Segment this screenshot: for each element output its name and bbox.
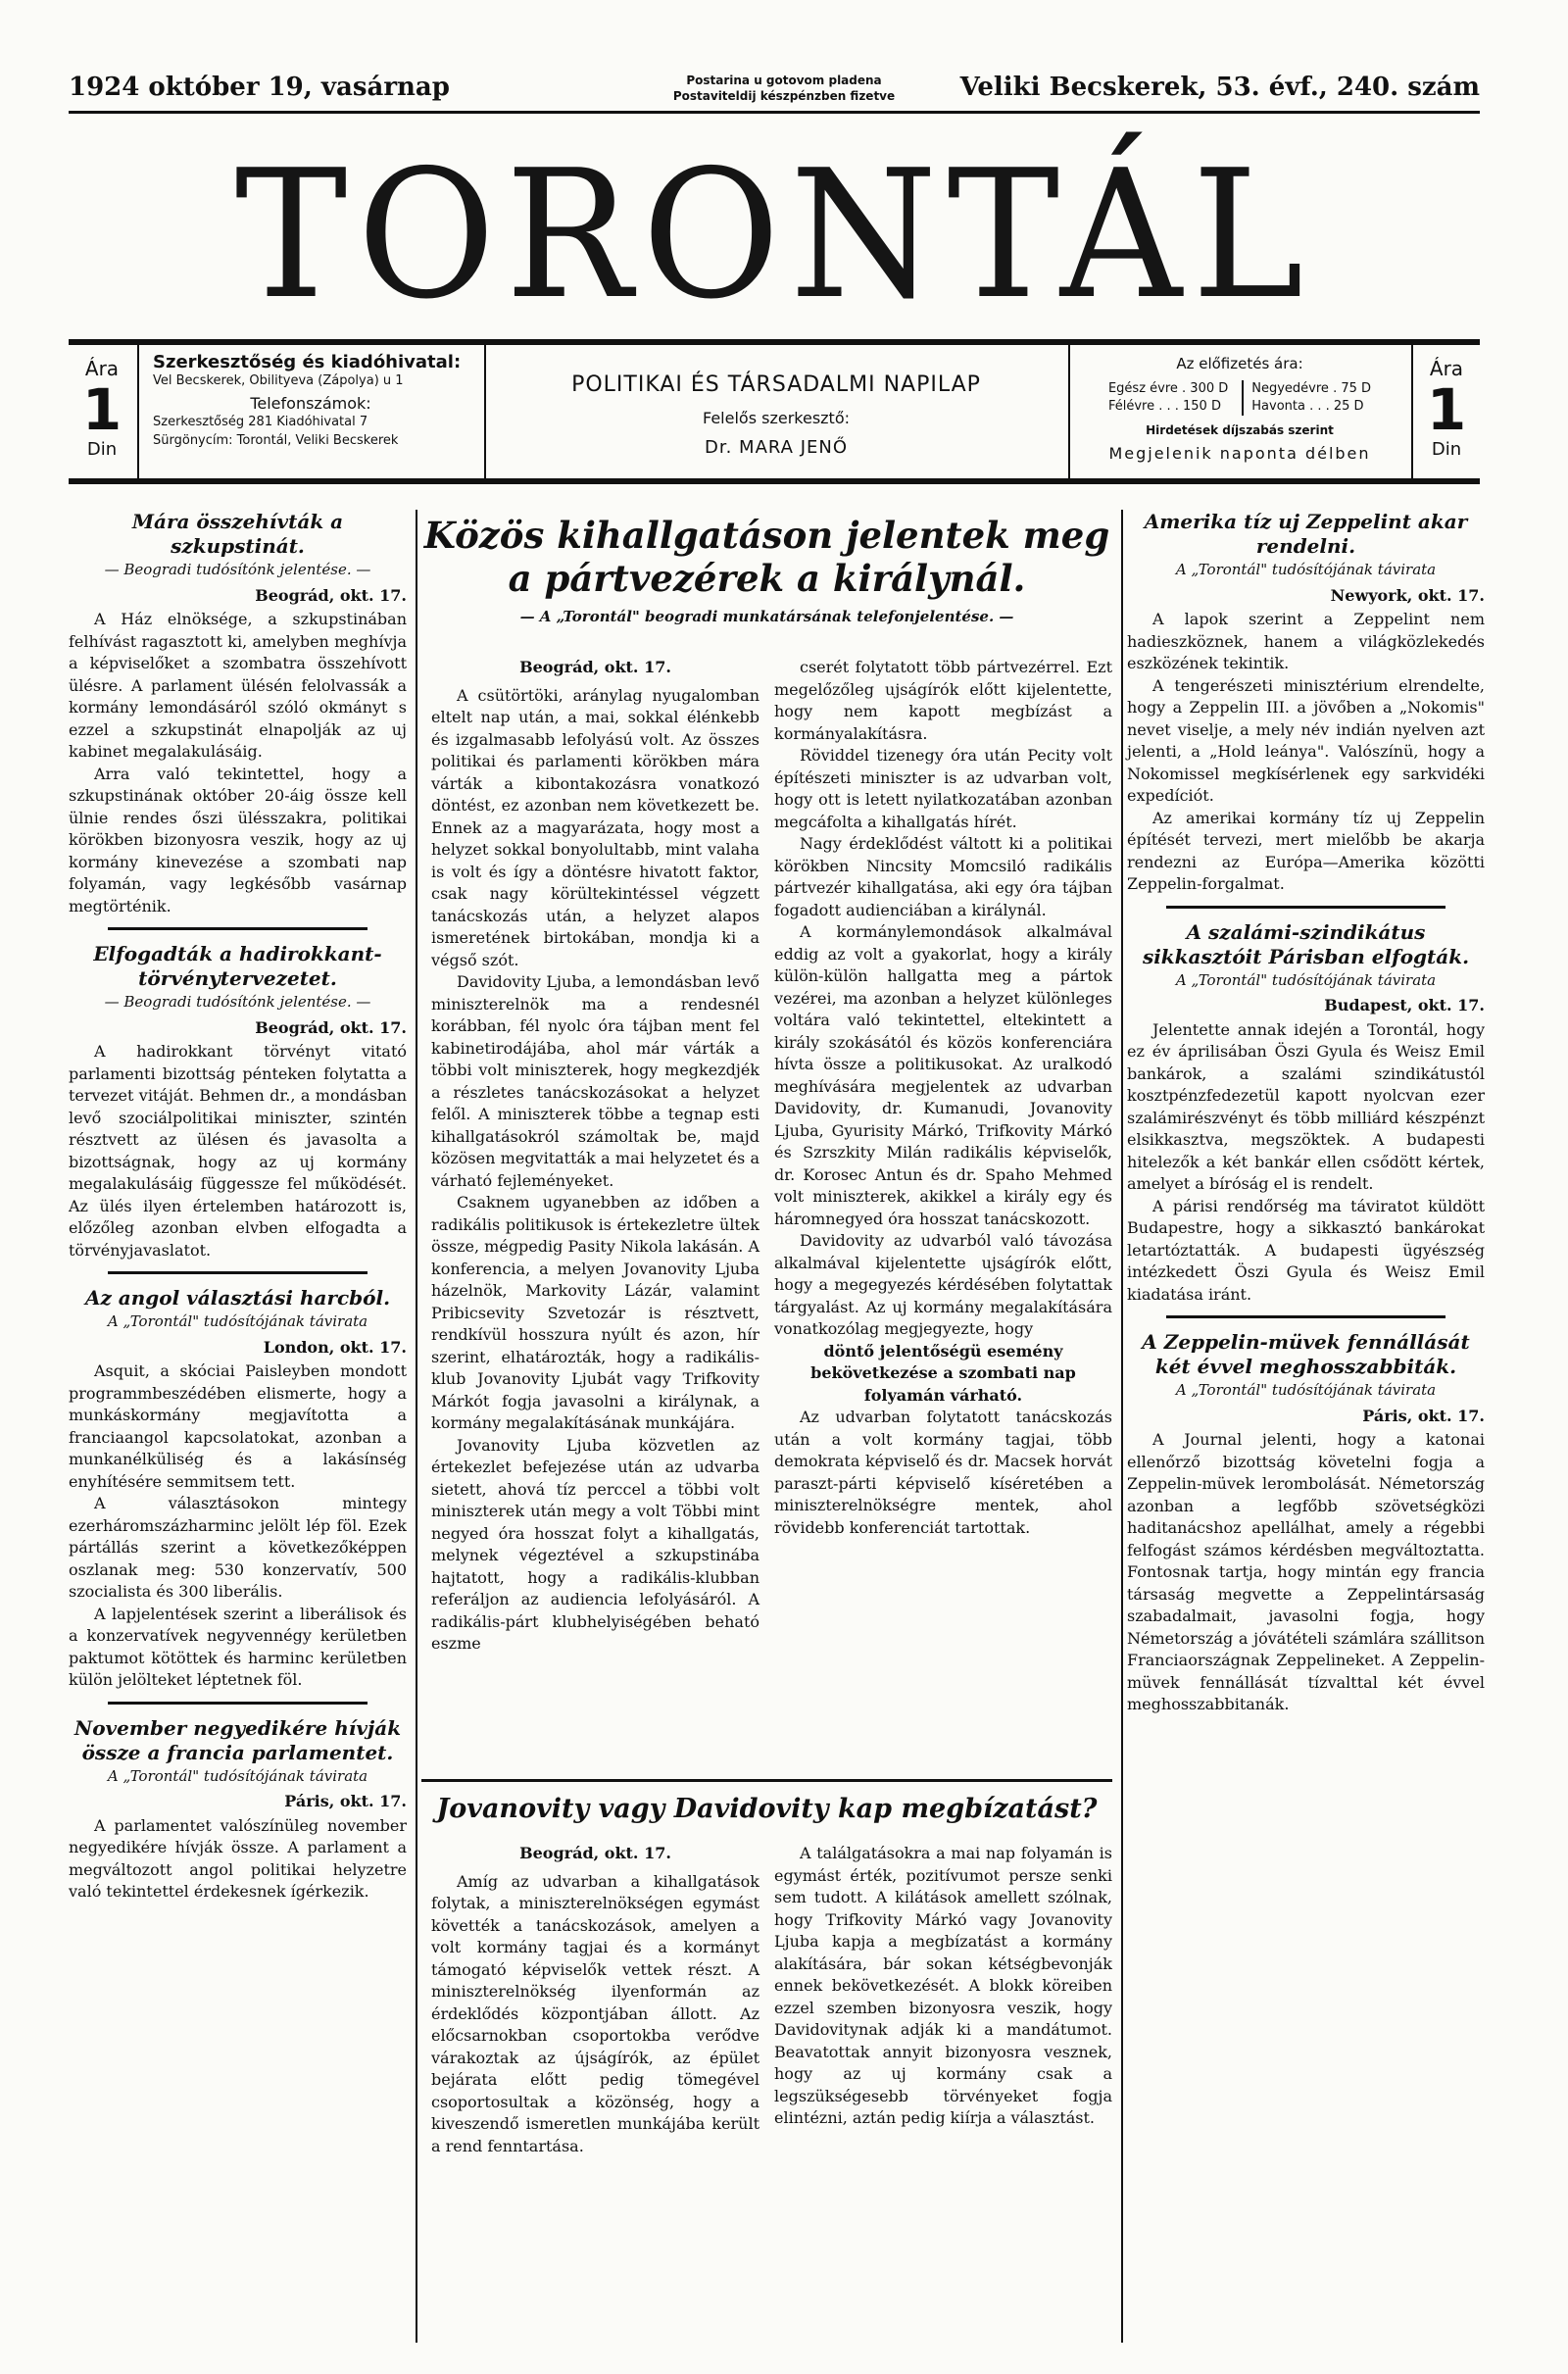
article-paragraph: A párisi rendőrség ma táviratot küldött Budapestre, hogy a sikkasztó bankárokat letartóztatták. A budapesti ügyészség intézkedett Öszi Gyula és Weisz Emil kiadatása iránt. xyxy=(1127,1196,1485,1304)
subscription-info xyxy=(1070,345,1409,478)
ads-note: Hirdetések díjszabás szerint xyxy=(1146,423,1334,437)
article-paragraph: Az udvarban folytatott tanácskozás után a volt kormány tagjai, több demokrata képviselő és dr. Macsek horvát paraszt-párti képviselő kíséretében a miniszterelnökségre mentek, ahol rövidebb konferenciát tartottak. xyxy=(774,1408,1112,1537)
masthead-title: TORONTÁL xyxy=(234,130,1314,338)
lead-column-1 xyxy=(431,657,760,1656)
separator xyxy=(108,927,368,930)
lead-article-header xyxy=(421,514,1112,625)
article-paragraph: A parlamentet valószínüleg november negyedikére hívják össze. A parlament a megváltozott angol politikai helyzetre való tekintettel érdekesnek ígérkezik. xyxy=(69,1815,407,1901)
article-byline: A „Torontál" tudósítójának távirata xyxy=(1175,1381,1437,1399)
lead-headline: Közös kihallgatáson jelentek meg a pártvezérek a királynál. xyxy=(423,514,1110,600)
price-currency: Din xyxy=(1431,439,1462,460)
right-column xyxy=(1127,510,1485,1716)
emphasized-statement: döntő jelentőségü esemény bekövetkezése a szombati nap folyamán várható. xyxy=(810,1341,1076,1405)
article-title: A Zeppelin-müvek fennállását két évvel meghosszabbiták. xyxy=(1142,1330,1470,1378)
article-paragraph: Röviddel tizenegy óra után Pecity volt építészeti miniszter is az udvarban volt, hogy ott is letett nyilatkozatában azonban megcáfolta a kihallgatás hírét. xyxy=(774,746,1112,831)
article-paragraph: Davidovity az udvarból való távozása alkalmával kijelentette ujságírók előtt, hogy a megegyezés kérdésében folytattak tárgyalást. Az uj kormány megalakítására vonatkozólag megjegyezte, hogy xyxy=(774,1231,1112,1338)
price-right xyxy=(1413,345,1480,478)
price-currency: Din xyxy=(86,439,118,460)
article-title: Az angol választási harcból. xyxy=(84,1286,391,1310)
article-dateline: London, okt. 17. xyxy=(263,1337,407,1357)
article-paragraph: A találgatásokra a mai nap folyamán is egymást érték, pozitívumot persze senki sem tudott. A kilátások amellett szólnak, hogy Trifkovity Márkó vagy Jovanovity Ljuba kapja a megbízatást a kormány alakítására, bár sokan kétségbevonják ennek bekövetkezését. A blokk köreiben ezzel szemben bizonyosra veszik, hogy Davidovitynak adják ki a mandátumot. Beavatottak annyit bizonyosra vesznek, hogy az uj kormány csak a legszükségesebb törvényeket fogja elintézni, aztán pedig kiírja a választást. xyxy=(774,1844,1112,2127)
price-label: Ára xyxy=(1429,357,1464,380)
top-line xyxy=(69,69,1480,127)
article-paragraph: A Ház elnöksége, a szkupstinában felhívást ragasztott ki, amelyben meghívja a képviselőket a szombatra összehívott ülésre. A parlament ülésén felolvassák a kormány lemondásáról szóló okmányt s ezzel a szkupstinát elnapolják az uj kabinet megalakulásáig. xyxy=(69,610,407,761)
lead-column-2 xyxy=(774,657,1112,1539)
article-dateline: Páris, okt. 17. xyxy=(284,1792,407,1810)
publication-note: Megjelenik naponta délben xyxy=(1108,444,1371,463)
article-paragraph: Az amerikai kormány tíz uj Zeppelin építését tervezi, mert mielőbb be akarja rendezni az Európa—Amerika közötti Zeppelin-forgalmat. xyxy=(1127,808,1485,893)
article-byline: A „Torontál" tudósítójának távirata xyxy=(1175,561,1437,578)
article-paragraph: A lapok szerint a Zeppelint nem hadieszköznek, hanem a világközlekedés eszközének tekintik. xyxy=(1127,610,1485,672)
subs-half-year: Félévre . . . 150 D xyxy=(1107,399,1221,414)
lead-byline: — A „Torontál" beogradi munkatársának telefonjelentése. — xyxy=(519,608,1014,625)
article-byline: — Beogradi tudósítónk jelentése. — xyxy=(104,561,371,578)
article-byline: A „Torontál" tudósítójának távirata xyxy=(107,1312,368,1330)
subs-whole-year: Egész évre . 300 D xyxy=(1107,381,1229,396)
article-paragraph: A lapjelentések szerint a liberálisok és a konzervatívek negyvennégy kerületben paktumot kötöttek és harminc kerületben külön jelölteket léptetnek föl. xyxy=(69,1604,407,1689)
subs-quarter-year: Negyedévre . 75 D xyxy=(1251,381,1372,396)
article-byline: A „Torontál" tudósítójának távirata xyxy=(107,1766,368,1785)
article-title: November negyedikére hívják össze a francia parlamentet. xyxy=(74,1715,402,1764)
article-paragraph: Nagy érdeklődést váltott ki a politikai körökben Nincsity Momcsiló radikális pártvezér kihallgatása, aki egy óra tájban fogadott audienciában a királynál. xyxy=(774,834,1112,919)
paper-type: POLITIKAI ÉS TÁRSADALMI NAPILAP xyxy=(571,372,981,397)
article-paragraph: A Journal jelenti, hogy a katonai ellenőrző bizottság követelni fogja a Zeppelin-müvek lerombolását. Németország azonban a legfőbb szövetségközi haditanácshoz apellálhat, amely a régebbi felfogást számos kérdésben megváltoztatta. Fontosnak tartja, hogy mintán egy francia társaság megvette a Zeppelintársaság szabadalmait, javasolni fogja, hogy Németország a jóvátételi számlára szállitson Franciaországnak Zeppelineket. A Zeppelin-müvek fennállását tízvalttal két évvel meghosszabbitanák. xyxy=(1127,1430,1485,1713)
separator xyxy=(108,1271,368,1274)
second-article-header xyxy=(421,1794,1112,1825)
subscription-heading: Az előfizetés ára: xyxy=(1176,355,1303,372)
second-headline: Jovanovity vagy Davidovity kap megbízatást? xyxy=(436,1794,1098,1824)
office-heading: Szerkesztőség és kiadóhivatal: xyxy=(153,352,462,372)
article-paragraph: Csaknem ugyanebben az időben a radikális politikusok is értekezletre ültek össze, mégpedig Pasity Nikola lakásán. A konferencia, a melyen Jovanovity Ljuba házelnök, Markovity Lázár, valamint Pribicsevity Szvetozár is résztvett, rendkívül hosszura nyúlt és azon, hír szerint, elhatározták, hogy a radikális-klub Jovanovity Ljubát vagy Trifkovity Márkót fogja javasolni a királynak, a kormány megalakításának munkájára. xyxy=(431,1193,760,1432)
separator xyxy=(108,1702,368,1705)
column-rule xyxy=(1121,510,1123,2343)
article-dateline: Newyork, okt. 17. xyxy=(1330,585,1485,605)
second-column-1 xyxy=(431,1843,760,2157)
article-title: A szalámi-szindikátus sikkasztóit Párisban elfogták. xyxy=(1142,919,1470,968)
price-label: Ára xyxy=(84,357,120,380)
article-paragraph: Jovanovity Ljuba közvetlen az értekezlet befejezése után az udvarba sietett, ahová tíz perccel a többi volt miniszterek után megy a volt Többi mint negyed óra hosszat folyt a kihallgatás, melynek végeztével a szkupstinába hajtatott, hogy a radikális-klubban referáljon az audiencia lefolyásáról. A radikális-párt klubhelyiségében beható eszme xyxy=(431,1435,760,1653)
price-value: 1 xyxy=(81,376,122,443)
article-paragraph: Asquit, a skóciai Paisleyben mondott programmbeszédében elismerte, hogy a munkáskormány megjavította a franciaangol kapcsolatokat, azonban a munkanélküliség és a lakásínség enyhítésére semmitsem tett. xyxy=(69,1361,407,1491)
telegram-address: Sürgönycím: Torontál, Veliki Becskerek xyxy=(153,433,399,448)
postage-line-2: Postaviteldij készpénzben fizetve xyxy=(672,89,896,103)
postage-line-1: Postarina u gotovom pladena xyxy=(686,74,882,87)
phones: Szerkesztőség 281 Kiadóhivatal 7 xyxy=(153,415,368,429)
info-bar xyxy=(69,339,1480,484)
subscription-prices xyxy=(1084,380,1396,416)
article-paragraph: A csütörtöki, aránylag nyugalomban eltelt nap után, a mai, sokkal élénkebb és izgalmasabb lefolyású volt. Az összes politikai és parlamenti körökben mára várták a kibontakozásra vonatkozó döntést, ez azonban nem következett be. Ennek az a magyarázata, hogy most a helyzet sokkal bonyolultabb, mint valaha is volt és így a döntésre hivatott faktor, csak nagy körültekintéssel végzett tanácskozás után, a helyzet alapos ismeretének birtokában, mondja ki a végső szót. xyxy=(431,685,760,969)
article-dateline: Budapest, okt. 17. xyxy=(1324,996,1485,1014)
lead-dateline: Beográd, okt. 17. xyxy=(519,658,671,676)
top-rule xyxy=(69,111,1480,114)
paper-info xyxy=(486,345,1066,478)
article-title: Elfogadták a hadirokkant-törvénytervezetet. xyxy=(93,942,382,990)
office-info xyxy=(139,345,482,478)
editor-name: Dr. MARA JENŐ xyxy=(704,437,849,458)
postage-note xyxy=(627,73,941,104)
article-dateline: Beográd, okt. 17. xyxy=(255,1017,407,1037)
article-byline: — Beogradi tudósítónk jelentése. — xyxy=(104,993,371,1011)
volume-number: Veliki Becskerek, 53. évf., 240. szám xyxy=(959,73,1480,102)
separator xyxy=(1166,1315,1446,1318)
price-left xyxy=(69,345,135,478)
issue-date: 1924 október 19, vasárnap xyxy=(69,73,450,102)
article-paragraph: cserét folytatott több pártvezérrel. Ezt megelőzőleg ujságírók előtt kijelentette, hogy nem kapott megbízást a kormányalakításra. xyxy=(774,658,1112,743)
article-title: Amerika tíz uj Zeppelint akar rendelni. xyxy=(1144,510,1468,558)
price-value: 1 xyxy=(1426,376,1467,443)
editor-label: Felelős szerkesztő: xyxy=(703,409,850,427)
article-dateline: Beográd, okt. 17. xyxy=(255,585,407,605)
column-rule xyxy=(416,510,417,2343)
second-dateline: Beográd, okt. 17. xyxy=(519,1844,671,1862)
article-paragraph: A választásokon mintegy ezerháromszázharminc jelölt lép föl. Ezek pártállás szerint a következőképpen oszlanak meg: 530 konzervatív, 500 szocialista és 300 liberális. xyxy=(69,1494,407,1601)
article-paragraph: Amíg az udvarban a kihallgatások folytak, a miniszterelnökségen egymást követték a tanácskozások, amelyen a volt kormány tagjai és a kormányt támogató képviselők vettek részt. A miniszterelnökség ilyenformán az érdeklődés központjában állott. Az előcsarnokban csoportokba verődve várakoztak az újságírók, az épület bejárata előtt pedig tömegével csoportosultak a közönség, hogy a kiveszendő ismeretlen munkájába került a rend fenntartása. xyxy=(431,1871,760,2155)
second-column-2 xyxy=(774,1843,1112,2130)
article-paragraph: A hadirokkant törvényt vitató parlamenti bizottság pénteken folytatta a tervezet vitáját. Behmen dr., a mondásban levő szociálpolitikai miniszter, szintén résztvett az ülésen és javasolta a bizottságnak, hogy az uj kormány megalakulásáig függessze fel működését. Az ülés ilyen értelemben határozott is, előzőleg azonban elvben elfogadta a törvényjavaslatot. xyxy=(69,1042,407,1260)
article-dateline: Páris, okt. 17. xyxy=(1362,1406,1485,1425)
separator xyxy=(1166,906,1446,909)
section-rule xyxy=(421,1779,1112,1782)
article-paragraph: A kormánylemondások alkalmával eddig az volt a gyakorlat, hogy a király külön-külön hallgatta meg a pártok vezérei, ma azonban a helyzet különleges voltára való tekintettel, eltekintett a király szokásától és közös konferenciára hívta össze a politikusokat. Az uralkodó meghívására megjelentek az udvarban Davidovity, dr. Kumanudi, Jovanovity Ljuba, Gyurisity Márkó, Trifkovity Márkó és Szrszkity Milán radikális képviselők, dr. Korosec Antun és dr. Spaho Mehmed volt miniszterek, akikkel a király egy és háromnegyed óra hosszat tanácskozott. xyxy=(774,922,1112,1228)
article-paragraph: Arra való tekintettel, hogy a szkupstinának október 20-áig össze kell ülnie rendes őszi ülésszakra, politikai körökben bizonyosra veszik, hogy az uj kormány kinevezése a szombati nap folyamán, vagy legkésőbb vasárnap megtörténik. xyxy=(69,764,407,915)
phones-label: Telefonszámok: xyxy=(250,394,371,413)
article-paragraph: Jelentette annak idején a Torontál, hogy ez év áprilisában Öszi Gyula és Weisz Emil bankárok, a szalámi szindikátustól kosztpénzfedezetül kapott nyolcvan ezer szalámirészvényt és több milliárd készpénzt elsikkasztva, megszöktek. A budapesti hitelezők a két bankár ellen csődött kértek, amelyet a bíróság el is rendelt. xyxy=(1127,1019,1485,1193)
article-title: Mára összehívták a szkupstinát. xyxy=(131,510,344,558)
left-column xyxy=(69,510,407,1904)
subs-monthly: Havonta . . . 25 D xyxy=(1251,399,1364,414)
article-paragraph: Davidovity Ljuba, a lemondásban levő miniszterelnök ma a rendesnél korábban, fél nyolc óra tájban ment fel kabinetirodájába, ahol már várták a többi volt miniszterek, hogy megkezdjék a részletes tanácskozásokat a helyzet felől. A miniszterek többe a tegnap esti kihallgatásokról számoltak be, majd közösen megvitatták a mai helyzetet és a várható fejleményeket. xyxy=(431,972,760,1190)
article-paragraph: A tengerészeti minisztérium elrendelte, hogy a Zeppelin III. a jövőben a „Nokomis" nevet viselje, a mely név indián nyelven azt jelenti, a „Hold leánya". Valószínü, hogy a Nokomissel megkísérlenek egy sarkvidéki expedíciót. xyxy=(1127,675,1485,805)
office-address: Vel Becskerek, Obilityeva (Zápolya) u 1 xyxy=(153,373,404,388)
article-byline: A „Torontál" tudósítójának távirata xyxy=(1175,970,1437,989)
